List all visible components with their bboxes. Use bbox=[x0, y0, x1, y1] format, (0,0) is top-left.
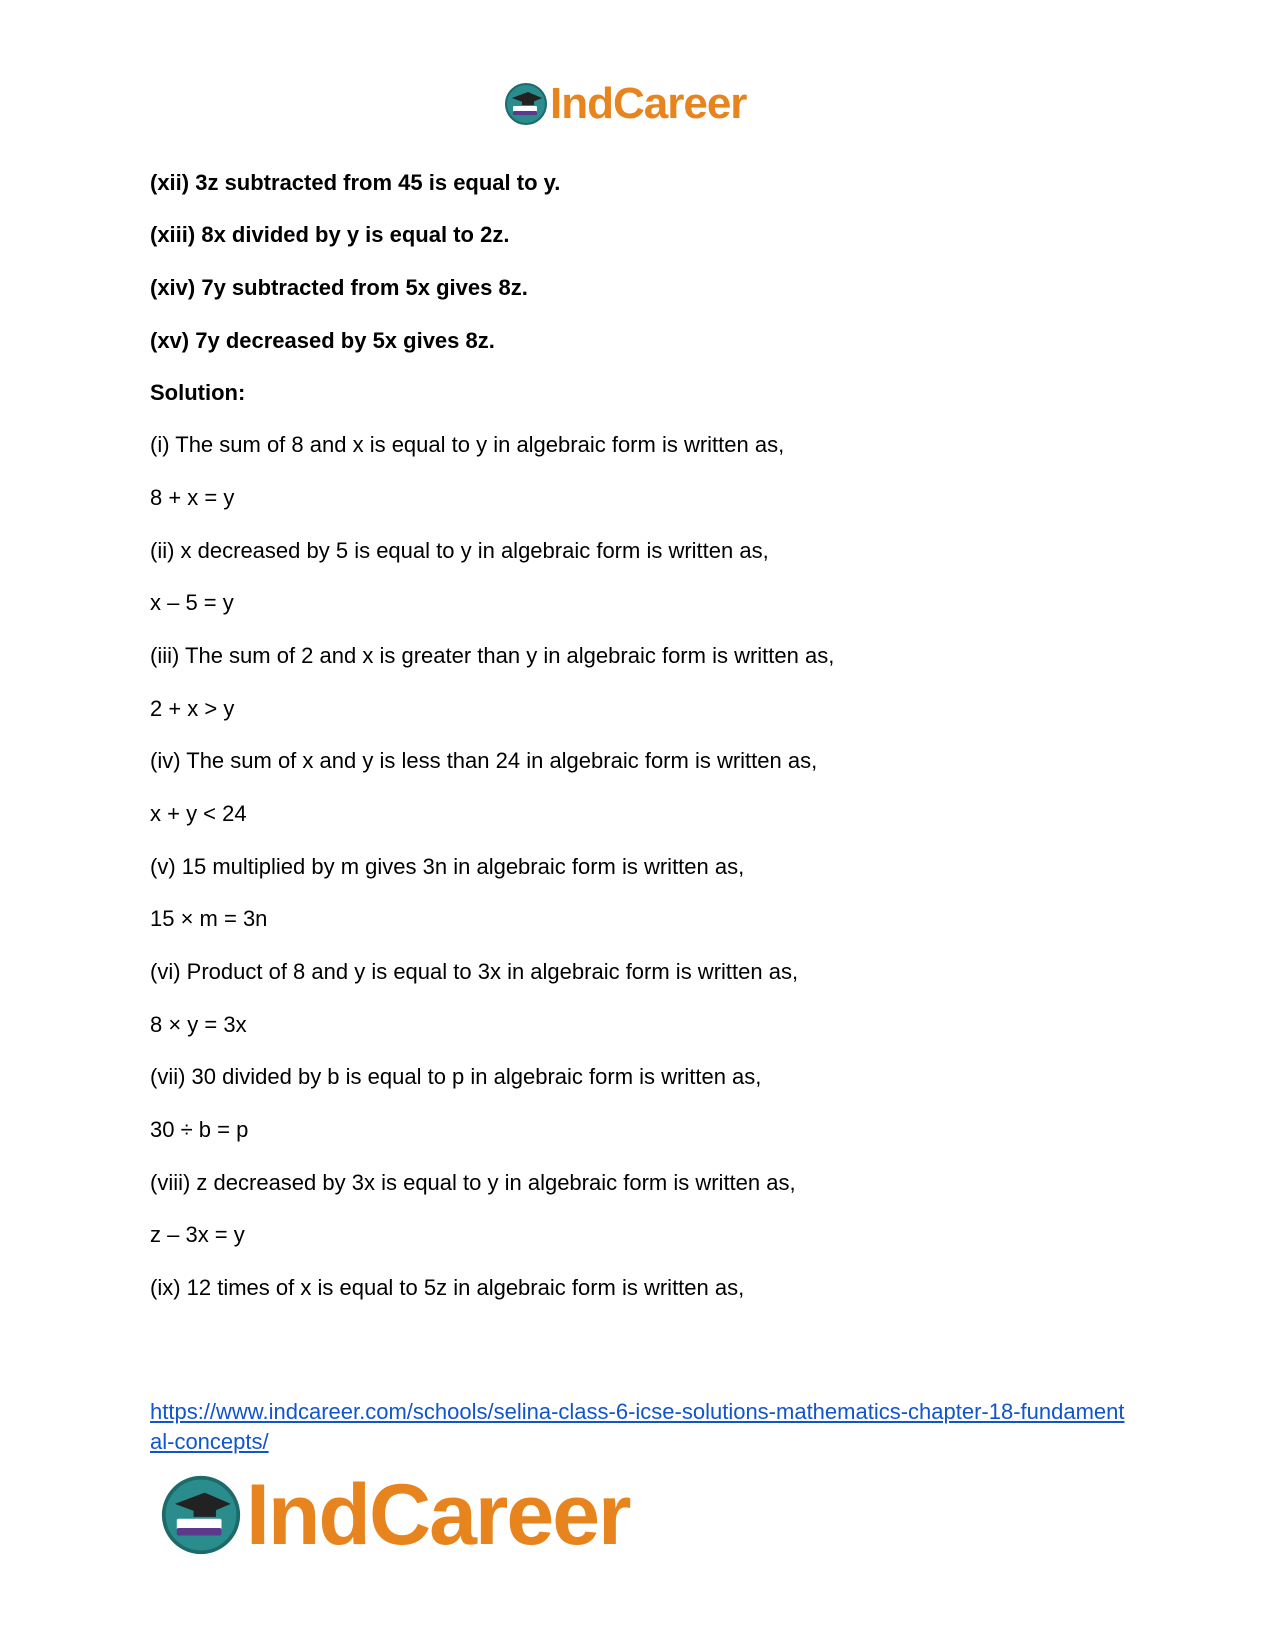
footer-logo bbox=[160, 1466, 630, 1563]
solution-line: (iii) The sum of 2 and x is greater than y in algebraic form is written as, bbox=[150, 643, 835, 668]
solution-line: (vi) Product of 8 and y is equal to 3x in algebraic form is written as, bbox=[150, 959, 799, 984]
question-xii: (xii) 3z subtracted from 45 is equal to y. bbox=[150, 170, 561, 195]
source-link[interactable]: https://www.indcareer.com/schools/selina-class-6-icse-solutions-mathematics-chapter-18-fundamental-concepts/ bbox=[150, 1399, 1125, 1454]
solution-line: (i) The sum of 8 and x is equal to y in algebraic form is written as, bbox=[150, 432, 785, 457]
solution-line: (ix) 12 times of x is equal to 5z in algebraic form is written as, bbox=[150, 1275, 745, 1300]
solution-line: (iv) The sum of x and y is less than 24 in algebraic form is written as, bbox=[150, 748, 818, 773]
question-xv: (xv) 7y decreased by 5x gives 8z. bbox=[150, 328, 495, 353]
header-logo bbox=[504, 80, 746, 128]
solution-equation: z – 3x = y bbox=[150, 1222, 245, 1247]
solution-equation: x + y < 24 bbox=[150, 801, 247, 826]
solution-line: (viii) z decreased by 3x is equal to y in algebraic form is written as, bbox=[150, 1170, 796, 1195]
graduation-book-icon bbox=[160, 1474, 242, 1556]
question-xiii: (xiii) 8x divided by y is equal to 2z. bbox=[150, 222, 510, 247]
solution-line: (ii) x decreased by 5 is equal to y in algebraic form is written as, bbox=[150, 538, 769, 563]
solution-equation: x – 5 = y bbox=[150, 590, 234, 615]
solution-equation: 8 + x = y bbox=[150, 485, 235, 510]
question-xiv: (xiv) 7y subtracted from 5x gives 8z. bbox=[150, 275, 528, 300]
solution-equation: 8 × y = 3x bbox=[150, 1012, 247, 1037]
solution-line: (vii) 30 divided by b is equal to p in algebraic form is written as, bbox=[150, 1064, 762, 1089]
graduation-book-icon bbox=[504, 82, 548, 126]
logo-text: IndCareer bbox=[550, 79, 747, 128]
solution-equation: 30 ÷ b = p bbox=[150, 1117, 249, 1142]
solution-line: (v) 15 multiplied by m gives 3n in algebraic form is written as, bbox=[150, 854, 745, 879]
solution-equation: 2 + x > y bbox=[150, 696, 235, 721]
logo-text: IndCareer bbox=[246, 1466, 630, 1563]
solution-heading: Solution: bbox=[150, 380, 246, 405]
solution-equation: 15 × m = 3n bbox=[150, 906, 268, 931]
